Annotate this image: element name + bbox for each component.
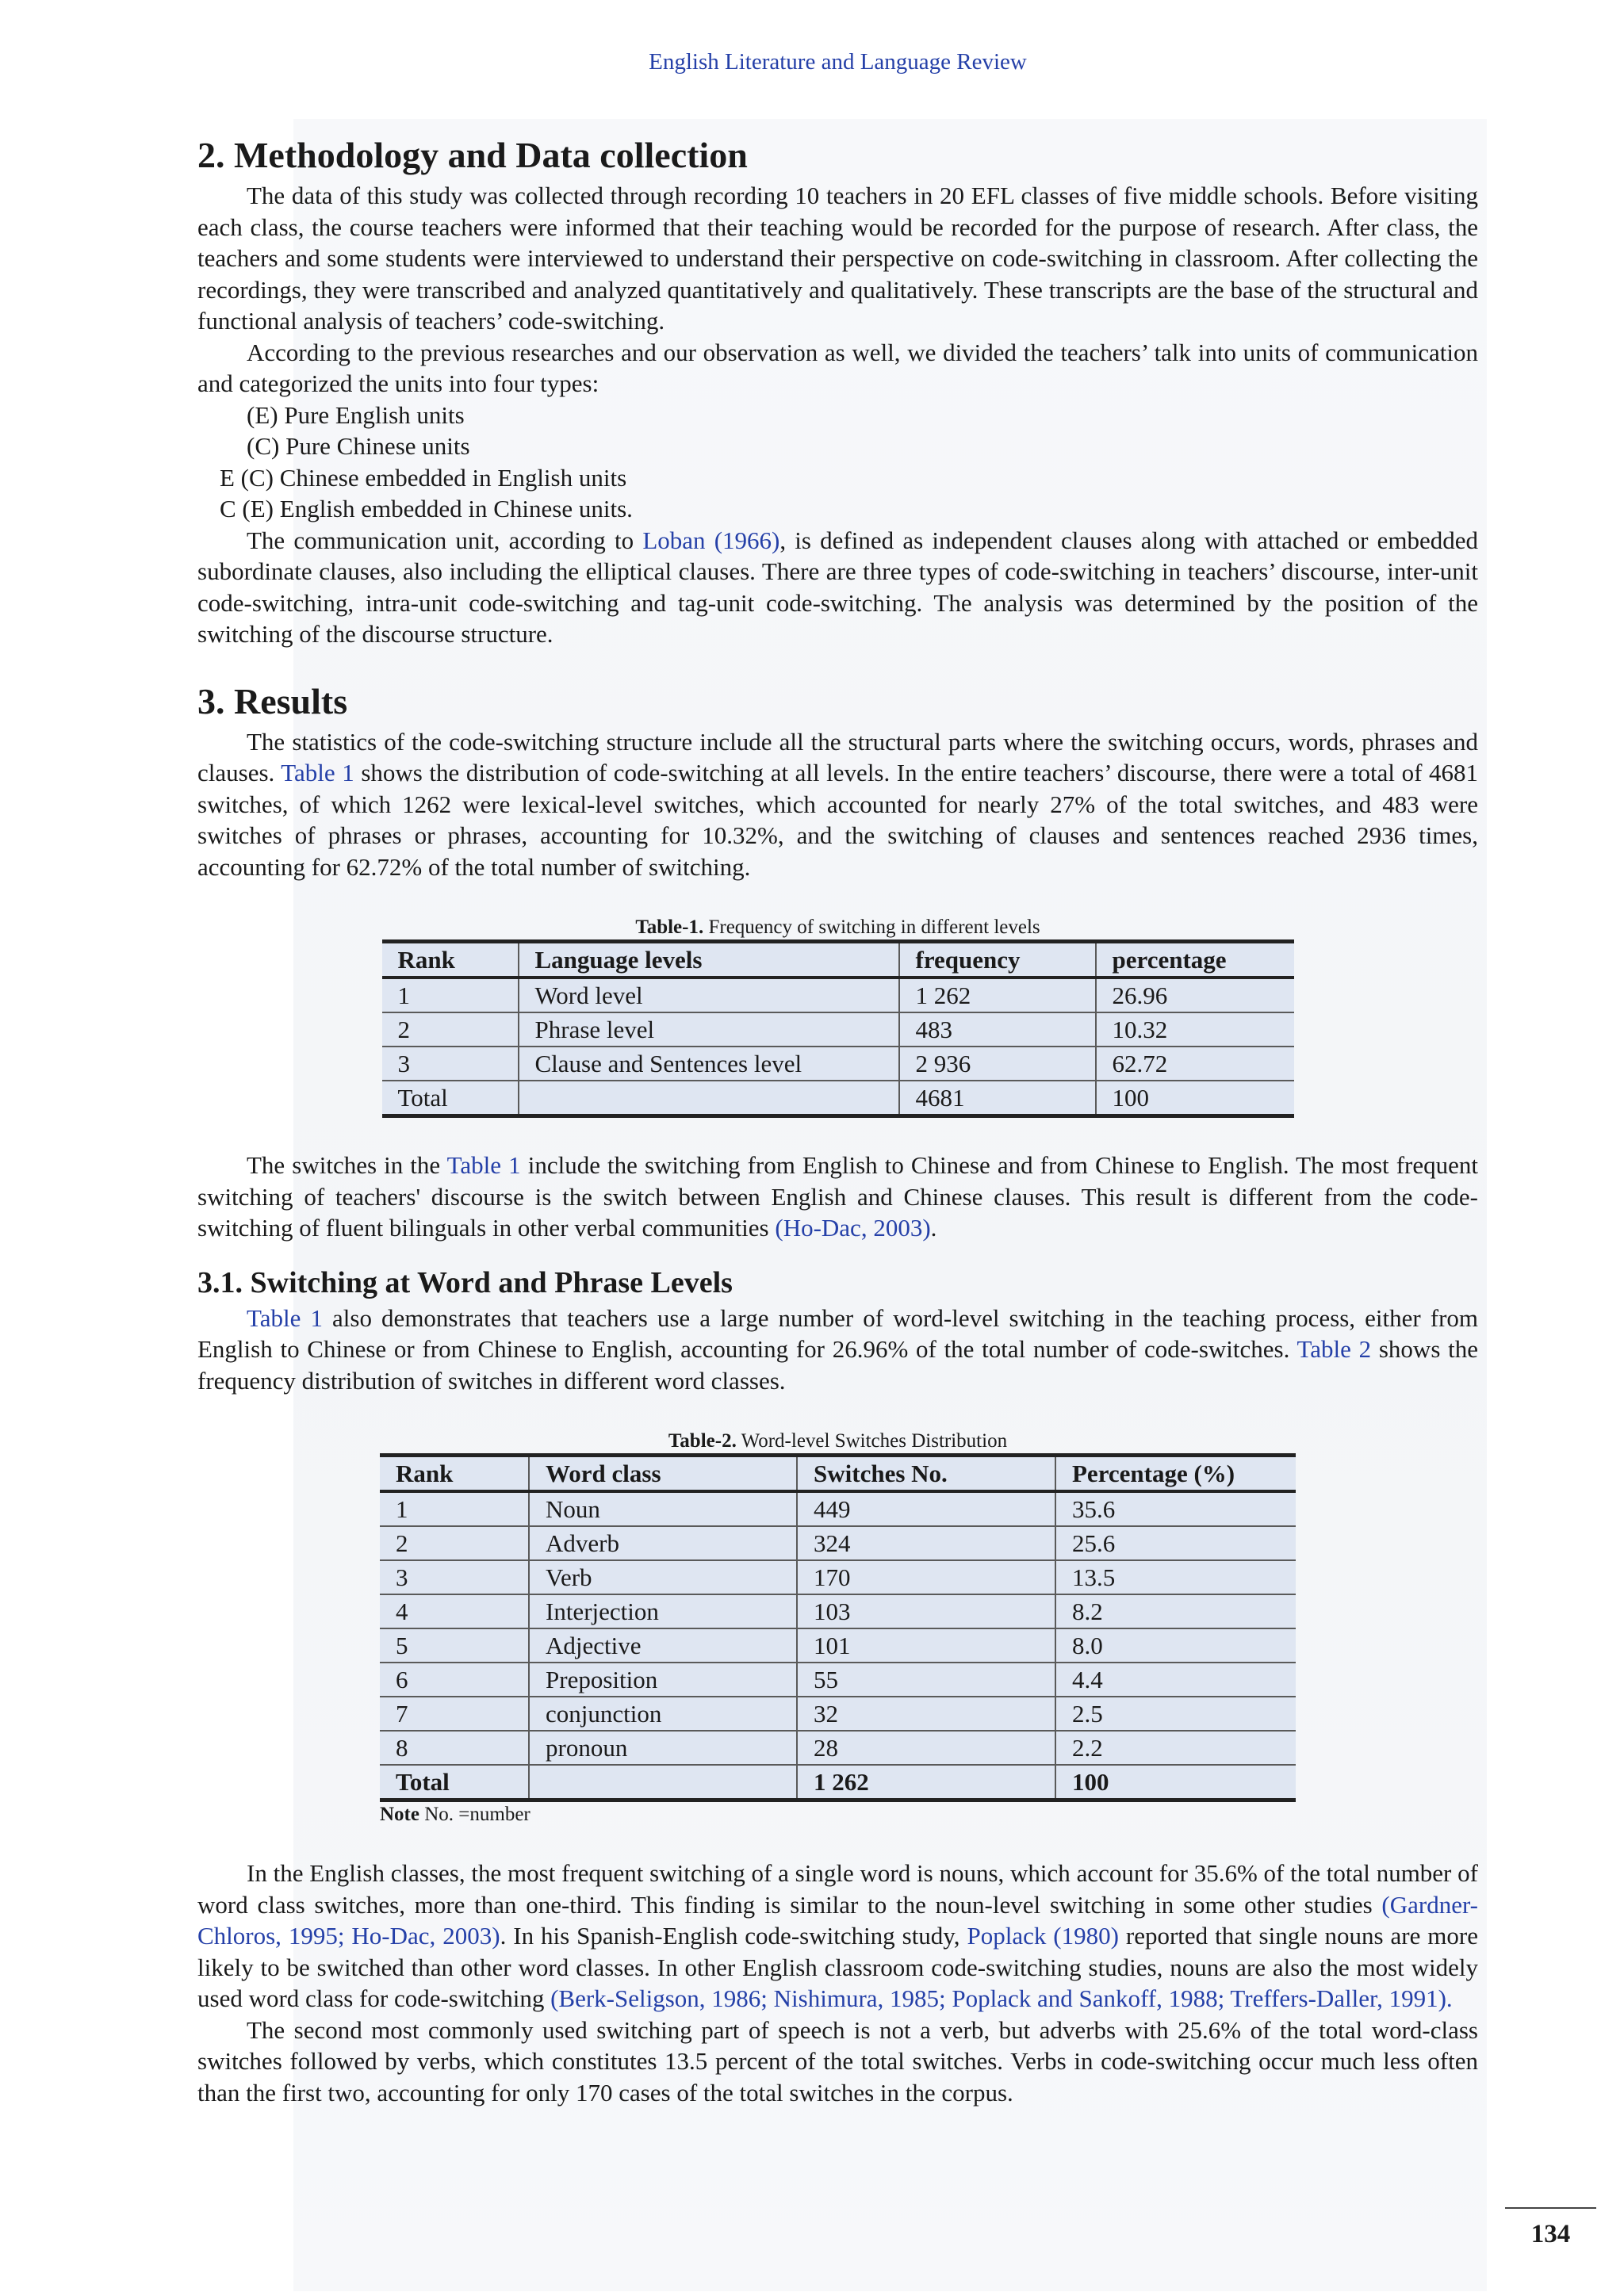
table-row	[382, 1047, 1294, 1081]
table-cell: Phrase level	[519, 1012, 899, 1047]
table-cell: Total	[380, 1765, 529, 1800]
running-header: English Literature and Language Review	[649, 49, 1027, 75]
table-reference-link[interactable]: Table 2	[1297, 1335, 1372, 1363]
table-reference-link[interactable]: Table 1	[446, 1151, 521, 1179]
table-cell: 2	[382, 1012, 519, 1047]
table-reference-link[interactable]: Table 1	[247, 1303, 323, 1332]
table-cell: Interjection	[529, 1594, 797, 1628]
column-header: Word class	[529, 1456, 797, 1492]
page-number-rule	[1505, 2207, 1596, 2209]
table-row	[380, 1560, 1296, 1594]
table-cell: 35.6	[1055, 1491, 1296, 1526]
table-row	[382, 978, 1294, 1012]
table-cell: 2 936	[899, 1047, 1096, 1081]
column-header: Percentage (%)	[1055, 1456, 1296, 1492]
table-cell: Preposition	[529, 1663, 797, 1697]
column-header: frequency	[899, 942, 1096, 978]
table-cell: 2	[380, 1526, 529, 1560]
table-cell: 103	[797, 1594, 1055, 1628]
table-cell: 26.96	[1096, 978, 1294, 1012]
table-cell: 7	[380, 1697, 529, 1731]
table-caption: Table-1. Frequency of switching in different levels	[635, 916, 1040, 938]
table-cell: 3	[382, 1047, 519, 1081]
table-cell: 2.2	[1055, 1731, 1296, 1765]
table-cell: 13.5	[1055, 1560, 1296, 1594]
paragraph: The data of this study was collected through recording 10 teachers in 20 EFL classes of five middle schools. Before visiting each class, the course teachers were informed that their teaching would be recorded for the purpose of research. After class, the teachers and some students were interviewed to understand their perspective on code-switching in classroom. After collecting the recordings, they were transcribed and analyzed quantitatively and qualitatively. These transcripts are the base of the structural and functional analysis of teachers’ code-switching.	[197, 182, 1478, 335]
table-cell: 100	[1096, 1081, 1294, 1116]
paragraph: The statistics of the code-switching structure include all the structural parts where the switching occurs, words, phrases and clauses. Table 1 shows the distribution of code-switching at all levels. In the entire teachers’ discourse, there were a total of 4681 switches, of which 1262 were lexical-level switches, which accounted for nearly 27% of the total switches, and 483 were switches of phrases or phrases, accounting for 10.32%, and the switching of clauses and sentences reached 2936 times, accounting for 62.72% of the total number of switching.	[197, 727, 1478, 881]
page-number: 134	[1530, 2220, 1571, 2248]
table-cell: Adjective	[529, 1628, 797, 1663]
table-cell: 32	[797, 1697, 1055, 1731]
table-cell: 100	[1055, 1765, 1296, 1800]
paragraph: According to the previous researches and our observation as well, we divided the teachers’ talk into units of communication and categorized the units into four types:	[197, 338, 1478, 397]
table-cell: 8	[380, 1731, 529, 1765]
table-row	[380, 1594, 1296, 1628]
citation-link[interactable]: (Berk-Seligson, 1986; Nishimura, 1985; Poplack and Sankoff, 1988; Treffers-Daller, 1991).	[550, 1984, 1453, 2012]
column-header: Switches No.	[797, 1456, 1055, 1492]
table-caption: Table-2. Word-level Switches Distribution	[668, 1430, 1008, 1452]
table-cell: 28	[797, 1731, 1055, 1765]
table-reference-link[interactable]: Table 1	[281, 759, 354, 786]
table-row	[380, 1663, 1296, 1697]
table-row	[380, 1526, 1296, 1560]
table-cell: Adverb	[529, 1526, 797, 1560]
table-cell: 170	[797, 1560, 1055, 1594]
article-body	[197, 131, 1478, 2108]
paragraph: Table 1 also demonstrates that teachers use a large number of word-level switching in the teaching process, either from English to Chinese or from Chinese to English, accounting for 26.96% of the total number of code-switches. Table 2 shows the frequency distribution of switches in different word classes.	[197, 1303, 1479, 1395]
table-row	[380, 1731, 1296, 1765]
table-cell: 3	[380, 1560, 529, 1594]
column-header: percentage	[1096, 942, 1294, 978]
table-switching-levels	[382, 939, 1294, 1118]
table-total-row	[382, 1081, 1294, 1116]
table-cell	[519, 1081, 899, 1116]
paragraph: The communication unit, according to Loban (1966), is defined as independent clauses along with attached or embedded subordinate clauses, also including the elliptical clauses. There are three types of code-switching in teachers’ discourse, inter-unit code-switching, intra-unit code-switching and tag-unit code-switching. The analysis was determined by the position of the switching of the discourse structure.	[197, 526, 1478, 648]
unit-type-item: (C) Pure Chinese units	[247, 432, 470, 460]
table-cell: 55	[797, 1663, 1055, 1697]
table-cell: 6	[380, 1663, 529, 1697]
unit-type-item: C (E) English embedded in Chinese units.	[220, 495, 633, 522]
table-row	[382, 1012, 1294, 1047]
table-cell: 324	[797, 1526, 1055, 1560]
table-cell: 2.5	[1055, 1697, 1296, 1731]
table-header-row	[380, 1456, 1296, 1492]
paragraph: The switches in the Table 1 include the switching from English to Chinese and from Chinese to English. The most frequent switching of teachers' discourse is the switch between English and Chinese clauses. This result is different from the code-switching of fluent bilinguals in other verbal communities (Ho-Dac, 2003).	[197, 1151, 1478, 1242]
table-cell: pronoun	[529, 1731, 797, 1765]
table-cell: 5	[380, 1628, 529, 1663]
table-cell: 1 262	[797, 1765, 1055, 1800]
table-note: Note No. =number	[380, 1804, 530, 1825]
table-cell: 4.4	[1055, 1663, 1296, 1697]
table-cell: 1	[380, 1491, 529, 1526]
table-cell: Word level	[519, 978, 899, 1012]
table-cell: Total	[382, 1081, 519, 1116]
table-cell: 483	[899, 1012, 1096, 1047]
table-cell: 8.2	[1055, 1594, 1296, 1628]
table-cell: 8.0	[1055, 1628, 1296, 1663]
table-row	[380, 1491, 1296, 1526]
column-header: Rank	[382, 942, 519, 978]
table-cell: Clause and Sentences level	[519, 1047, 899, 1081]
section-heading-methodology: 2. Methodology and Data collection	[197, 135, 748, 175]
citation-link[interactable]: Poplack (1980)	[967, 1922, 1119, 1950]
table-cell: 4	[380, 1594, 529, 1628]
unit-type-item: E (C) Chinese embedded in English units	[220, 463, 627, 492]
subsection-heading: 3.1. Switching at Word and Phrase Levels	[197, 1265, 733, 1299]
table-cell	[529, 1765, 797, 1800]
table-row	[380, 1697, 1296, 1731]
citation-link[interactable]: (Gardner-Chloros, 1995; Ho-Dac, 2003)	[197, 1890, 1478, 1950]
paragraph: In the English classes, the most frequent switching of a single word is nouns, which account for 35.6% of the total number of word class switches, more than one-third. This finding is similar to the noun-level switching in some other studies (Gardner-Chloros, 1995; Ho-Dac, 2003). In his Spanish-English code-switching study, Poplack (1980) reported that single nouns are more likely to be switched than other word classes. In other English classroom code-switching studies, nouns are also the most widely used word class for code-switching (Berk-Seligson, 1986; Nishimura, 1985; Poplack and Sankoff, 1988; Treffers-Daller, 1991).	[197, 1859, 1479, 2012]
table-cell: 4681	[899, 1081, 1096, 1116]
citation-link[interactable]: Loban (1966)	[642, 526, 780, 554]
unit-type-item: (E) Pure English units	[247, 400, 465, 429]
table-word-class-switches	[380, 1453, 1296, 1802]
table-cell: 62.72	[1096, 1047, 1294, 1081]
column-header: Language levels	[519, 942, 899, 978]
table-cell: 1	[382, 978, 519, 1012]
table-row	[380, 1628, 1296, 1663]
table-cell: conjunction	[529, 1697, 797, 1731]
table-cell: 1 262	[899, 978, 1096, 1012]
table-cell: Verb	[529, 1560, 797, 1594]
table-cell: 10.32	[1096, 1012, 1294, 1047]
table-cell: 101	[797, 1628, 1055, 1663]
table-cell: Noun	[529, 1491, 797, 1526]
table-cell: 25.6	[1055, 1526, 1296, 1560]
paragraph: The second most commonly used switching part of speech is not a verb, but adverbs with 25.6% of the total word-class switches followed by verbs, which constitutes 13.5 percent of the total switches. Verbs in code-switching occur much less often than the first two, accounting for only 170 cases of the total switches in the corpus.	[197, 2015, 1478, 2107]
section-heading-results: 3. Results	[197, 680, 348, 721]
table-header-row	[382, 942, 1294, 978]
table-total-row	[380, 1765, 1296, 1800]
column-header: Rank	[380, 1456, 529, 1492]
table-cell: 449	[797, 1491, 1055, 1526]
citation-link[interactable]: (Ho-Dac, 2003)	[775, 1214, 931, 1242]
